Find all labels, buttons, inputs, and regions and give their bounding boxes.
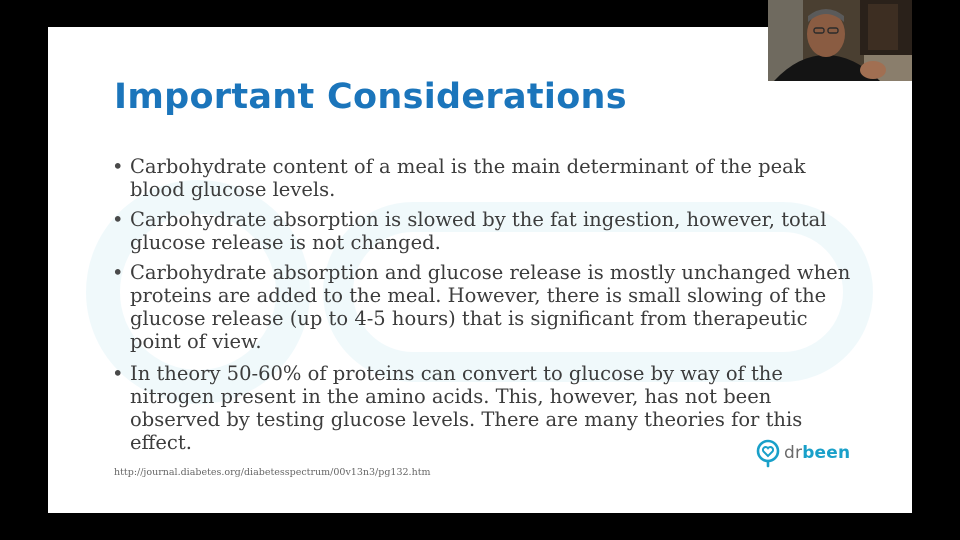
presenter-video-icon — [768, 0, 912, 81]
bullet-item — [112, 208, 852, 254]
bullet-list — [112, 155, 852, 461]
brand-been: been — [802, 443, 851, 463]
bullet-marker: • — [112, 362, 124, 385]
bullet-item — [112, 155, 852, 201]
bullet-marker: • — [112, 208, 124, 231]
brand-name — [784, 443, 850, 463]
bullet-marker: • — [112, 261, 124, 284]
bullet-text: In theory 50-60% of proteins can convert to glucose by way of the nitrogen present in the amino acids. This, however, has not been observed by testing glucose levels. There are many theories for this effect. — [130, 362, 803, 454]
slide-title: Important Considerations — [114, 77, 627, 117]
stethoscope-heart-icon — [755, 438, 781, 468]
bullet-text: Carbohydrate absorption and glucose release is mostly unchanged when proteins are added to the meal. However, there is small slowing of the glucose release (up to 4-5 hours) that is significant from therapeutic point of view. — [130, 261, 851, 353]
bullet-item — [112, 261, 852, 353]
presentation-slide — [48, 27, 912, 513]
brand-dr: dr — [784, 443, 803, 463]
bullet-text: Carbohydrate absorption is slowed by the fat ingestion, however, total glucose release is not changed. — [130, 208, 827, 254]
drbeen-logo — [755, 437, 850, 469]
webcam-video — [768, 0, 912, 81]
bullet-marker: • — [112, 155, 124, 178]
bullet-text: Carbohydrate content of a meal is the main determinant of the peak blood glucose levels. — [130, 155, 806, 201]
source-link[interactable]: http://journal.diabetes.org/diabetesspectrum/00v13n3/pg132.htm — [114, 467, 431, 478]
bullet-item — [112, 362, 852, 454]
